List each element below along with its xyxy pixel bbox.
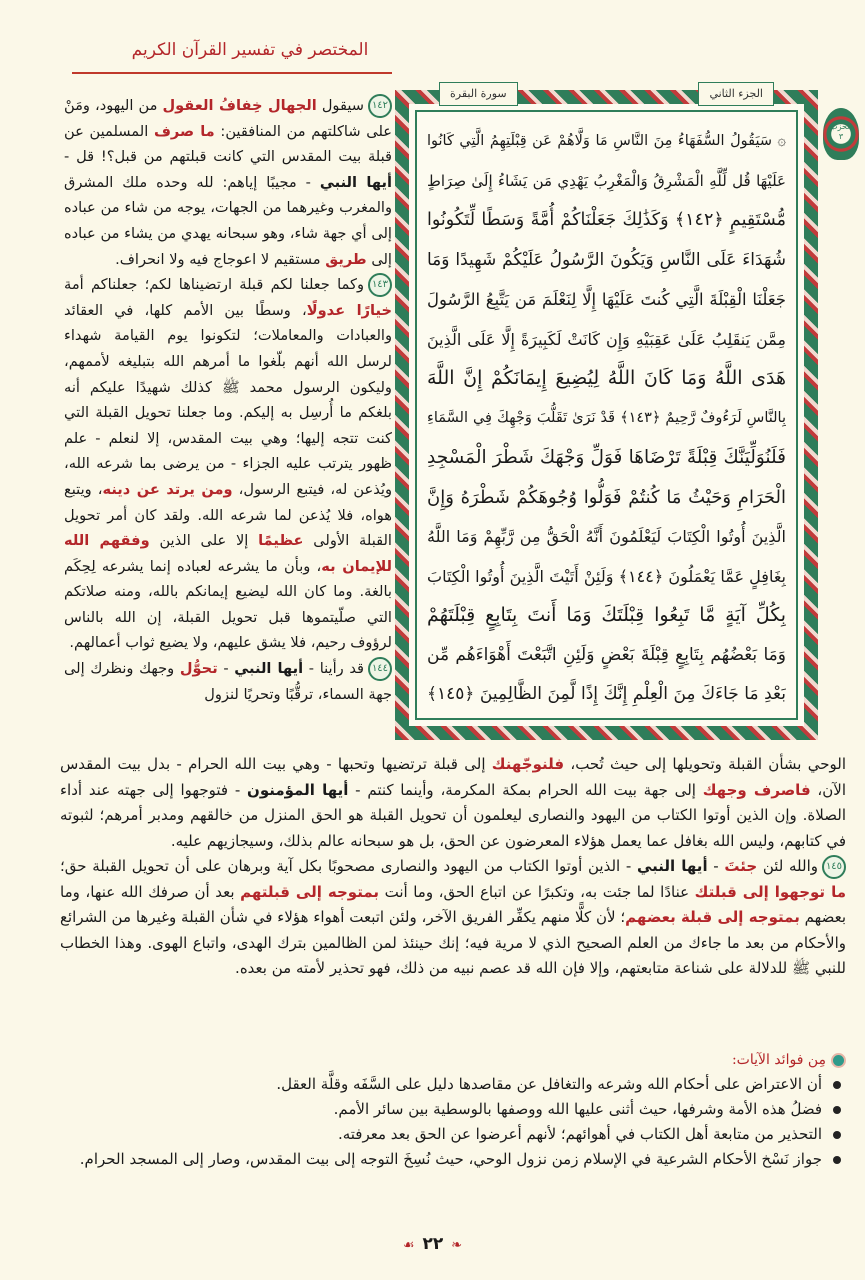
tafsir-text: - فتوجهوا إلى جهته عند أداء الصلاة. وإن الذين أوتوا الكتاب من اليهود والنصارى ليعلمون أن تحويل القبلة هو الحق المنزل من خالقهم ومدبر أمرهم؛ لثبوته في كتابهم، وليس الله بغافل عما يعمل هؤلاء المعرضون عن الحق، بل هو سبحانه عالم بذلك، وسيجازيهم عليه. xyxy=(60,780,846,850)
quran-line: بِكُلِّ آيَةٍ مَّا تَبِعُوا قِبْلَتَكَ وَمَا أَنتَ بِتَابِعٍ قِبْلَتَهُمْ xyxy=(427,604,786,626)
tafsir-paragraph xyxy=(64,93,392,272)
tafsir-text: - xyxy=(217,660,235,678)
tafsir-paragraph xyxy=(64,656,392,707)
tafsir-text: ، وسطًا بين الأمم كلها، في العقائد والعبادات والمعاملات؛ لتكونوا يوم القيامة شهداء لرسل الله أنهم بلّغوا ما أمرهم الله بتبليغه لأممهم، وليكون الرسول محمد ﷺ كذلك شهيدًا عليكم أنه بلغكم ما أُرسِل به إليكم. وما جعلنا تحويل القبلة التي كنت تتجه إليها؛ وهي بيت المقدس، إلا لنعلم - علم ظهور يترتب عليه الجزاء - من يرضى بما شرعه الله، ويُذعن له، فيتبع الرسول، xyxy=(64,301,392,498)
tafsir-text: - xyxy=(707,857,725,875)
verse-number-badge: ١٤٢ xyxy=(368,94,392,118)
verse-number-badge: ١٤٤ xyxy=(368,657,392,681)
tafsir-text: وكما جعلنا لكم قبلة ارتضيناها لكم؛ جعلناكم أمة xyxy=(64,276,364,294)
benefit-item: جواز نَسْخ الأحكام الشرعية في الإسلام زمن نزول الوحي، حيث نُسِخَ التوجه إلى بيت المقدس، وصار إلى المسجد الحرام. xyxy=(60,1147,846,1172)
page-number xyxy=(0,1234,865,1254)
ornament-icon: ❧ xyxy=(451,1238,463,1253)
ornament-icon: ☙ xyxy=(402,1238,415,1253)
verse-number-badge: ١٤٣ xyxy=(368,273,392,297)
highlighted-term: خيارًا عدولًا xyxy=(306,301,392,319)
hizb-marker-ornament xyxy=(823,108,859,160)
tafsir-text: عنادًا لما جئت به، وتكبرًا عن اتباع الحق، وما أنت xyxy=(379,882,695,901)
highlighted-term: ومن يرتد عن دينه xyxy=(102,480,233,498)
tafsir-paragraph xyxy=(60,854,846,982)
benefit-item: فضلُ هذه الأمة وشرفها، حيث أثنى عليها الله ووصفها بالوسطية بين سائر الأمم. xyxy=(60,1097,846,1122)
tafsir-paragraph xyxy=(64,272,392,656)
book-title: المختصر في تفسير القرآن الكريم xyxy=(131,40,369,60)
tafsir-paragraph xyxy=(60,752,846,854)
highlighted-term: بمتوجه إلى قبلتهم xyxy=(240,882,380,901)
bold-term: أيها النبي xyxy=(319,173,392,191)
verse-number-badge: ١٤٥ xyxy=(822,855,846,879)
quran-line: مُّسْتَقِيمٍ ﴿١٤٢﴾ وَكَذَٰلِكَ جَعَلْنَاكُمْ أُمَّةً وَسَطًا لِّتَكُونُوا xyxy=(427,210,786,230)
benefits-heading xyxy=(60,1052,846,1068)
tafsir-text: ؛ لأن كلًّا منهم يكفِّر الفريق الآخر، ولئن اتبعت أهواء هؤلاء في شأن القبلة وغيرها من الشرائع والأحكام من بعد ما جاءك من العلم الصحيح الذي لا مرية فيه؛ إنك حينئذ لمن الظالمين بترك الهدى، واتباع الهوى. وهذا الخطاب للنبي ﷺ للدلالة على شناعة متابعتهم، وإلا فإن الله قد عصم نبيه من ذلك، فهو تحذير لأمته من بعده. xyxy=(60,908,846,977)
quran-line: فَلَنُوَلِّيَنَّكَ قِبْلَةً تَرْضَاهَا فَوَلِّ وَجْهَكَ شَطْرَ الْمَسْجِدِ xyxy=(427,447,786,468)
highlighted-term: ما توجهوا إلى قبلتك xyxy=(694,882,846,901)
tafsir-text: - الذين أوتوا الكتاب من اليهود والنصارى مصحوبًا بكل آية وبرهان على أن تحويل القبلة حق؛ xyxy=(60,857,637,875)
bold-term: أيها النبي xyxy=(636,857,708,875)
tafsir-text: سيقول xyxy=(316,97,364,114)
quran-line: مِمَّن يَنقَلِبُ عَلَىٰ عَقِبَيْهِ وَإِن كَانَتْ لَكَبِيرَةً إِلَّا عَلَى الَّذِينَ xyxy=(427,329,786,349)
highlighted-term: فلنوجّهنك xyxy=(491,755,565,773)
quran-line: بِغَافِلٍ عَمَّا يَعْمَلُونَ ﴿١٤٤﴾ وَلَئِنْ أَتَيْتَ الَّذِينَ أُوتُوا الْكِتَابَ xyxy=(427,566,786,586)
tafsir-text: المسلمين عن قبلة بيت المقدس التي كانت قبلتهم من قبل؟! قل - xyxy=(64,122,392,166)
ornament-dot-icon xyxy=(831,1053,846,1068)
tafsir-text: إلى قبلة ترتضيها وتحبها - وهي بيت الله الحرام - بدل بيت المقدس الآن، xyxy=(60,755,846,799)
benefits-list xyxy=(60,1072,846,1172)
highlighted-term: جئتَ xyxy=(724,857,758,875)
juz-label: الجزء الثاني xyxy=(698,82,774,106)
quran-line: بَعْدِ مَا جَاءَكَ مِنَ الْعِلْمِ إِنَّكَ إِذًا لَّمِنَ الظَّالِمِينَ ﴿١٤٥﴾ xyxy=(427,684,786,704)
quran-line: شُهَدَاءَ عَلَى النَّاسِ وَيَكُونَ الرَّسُولُ عَلَيْكُمْ شَهِيدًا وَمَا xyxy=(427,249,786,270)
tafsir-full-width xyxy=(60,752,846,982)
tafsir-text: ، ويتبع هواه، فلا يُذعن لما شرعه الله. ولقد كان أمر تحويل القبلة الأولى xyxy=(64,480,392,550)
quran-line: وَمَا بَعْضُهُم بِتَابِعٍ قِبْلَةَ بَعْضٍ وَلَئِنِ اتَّبَعْتَ أَهْوَاءَهُم مِّن xyxy=(427,644,786,665)
page-number-text: ٢٢ xyxy=(422,1234,444,1254)
quran-line: جَعَلْنَا الْقِبْلَةَ الَّتِي كُنتَ عَلَيْهَا إِلَّا لِنَعْلَمَ مَن يَتَّبِعُ الرَّسُولَ xyxy=(427,290,786,309)
tafsir-text: إلا على الذين xyxy=(149,532,259,550)
tafsir-text: مستقيم لا اعوجاج فيه ولا انحراف. xyxy=(115,250,326,268)
highlighted-term: عظيمًا xyxy=(258,532,304,550)
highlighted-term: ما صرف xyxy=(153,122,215,140)
benefit-item: التحذير من متابعة أهل الكتاب في أهوائهم؛ لأنهم أعرضوا عن الحق بعد معرفته. xyxy=(60,1122,846,1147)
highlighted-term: فاصرف وجهك xyxy=(702,780,811,799)
surah-label: سورة البقرة xyxy=(439,82,518,106)
highlighted-term: وفقهم الله للإيمان به xyxy=(64,532,393,575)
benefits-section xyxy=(60,1052,846,1172)
tafsir-text: - مجيبًا إياهم: لله وحده ملك المشرق والمغرب وغيرهما من الجهات، يوجه من شاء من عباده إلى أي جهة شاء، وهو سبحانه يهدي من يشاء من عباده إلى xyxy=(64,173,392,268)
quran-frame xyxy=(395,87,818,740)
quran-line: بِالنَّاسِ لَرَءُوفٌ رَّحِيمٌ ﴿١٤٣﴾ قَدْ نَرَىٰ تَقَلُّبَ وَجْهِكَ فِي السَّمَاءِ xyxy=(427,409,786,426)
tafsir-text: بعد أن صرفك الله عنها، وما بعضهم xyxy=(60,882,846,926)
quran-line: هَدَى اللَّهُ وَمَا كَانَ اللَّهُ لِيُضِيعَ إِيمَانَكُمْ إِنَّ اللَّهَ xyxy=(427,367,786,389)
tafsir-text: وجهك ونظرك إلى جهة السماء، ترقُّبًا وتحريًا لنزول xyxy=(64,660,392,703)
quran-text xyxy=(415,110,798,720)
title-divider xyxy=(72,72,392,74)
bold-term: أيها النبي xyxy=(234,660,304,678)
tafsir-column xyxy=(64,93,392,707)
quran-line: الْحَرَامِ وَحَيْثُ مَا كُنتُمْ فَوَلُّوا وُجُوهَكُمْ شَطْرَهُ وَإِنَّ xyxy=(427,486,786,508)
tafsir-text: إلى جهة بيت الله الحرام بمكة المكرمة، وأينما كنتم - xyxy=(348,780,703,799)
highlighted-term: بمتوجه إلى قبلة بعضهم xyxy=(625,908,800,926)
tafsir-text: قد رأينا - xyxy=(303,660,364,678)
tafsir-text: ، وبأن ما يشرعه لعباده إنما يشرعه لِحِكَم بالغة. وما كان الله ليضيع إيمانكم بالله، ومنه صلاتكم التي صلّيتموها قبل تحويل القبلة، إن الله بالناس لرؤوف رحيم، فلا يشق عليهم، ولا يضيع ثواب أعمالهم. xyxy=(64,557,392,652)
highlighted-term: طريق xyxy=(325,250,367,268)
highlighted-term: تحوُّل xyxy=(179,660,218,678)
quran-line: عَلَيْهَا قُل لِّلَّهِ الْمَشْرِقُ وَالْمَغْرِبُ يَهْدِي مَن يَشَاءُ إِلَىٰ صِرَاطٍ xyxy=(427,171,786,190)
highlighted-term: الجهال خِفافُ العقول xyxy=(162,97,317,114)
quran-line: الَّذِينَ أُوتُوا الْكِتَابَ لَيَعْلَمُونَ أَنَّهُ الْحَقُّ مِن رَّبِّهِمْ وَمَا اللَّهُ xyxy=(427,527,786,546)
benefit-item: أن الاعتراض على أحكام الله وشرعه والتغافل عن مقاصدها دليل على السَّفَه وقلَّة العقل. xyxy=(60,1072,846,1097)
hizb-marker-text: الحزب ٣ xyxy=(830,122,852,141)
quran-line: ۞ سَيَقُولُ السُّفَهَاءُ مِنَ النَّاسِ مَا وَلَّاهُمْ عَن قِبْلَتِهِمُ الَّتِي كَانُوا xyxy=(427,133,786,149)
tafsir-text: والله لئن xyxy=(757,857,818,875)
tafsir-text: الوحي بشأن القبلة وتحويلها إلى حيث تُحب، xyxy=(564,755,846,773)
tafsir-text: من اليهود، ومَنْ على شاكلتهم من المنافقين: xyxy=(64,97,392,140)
benefits-heading-text: مِن فوائد الآيات: xyxy=(731,1052,826,1068)
bold-term: أيها المؤمنون xyxy=(247,780,349,799)
